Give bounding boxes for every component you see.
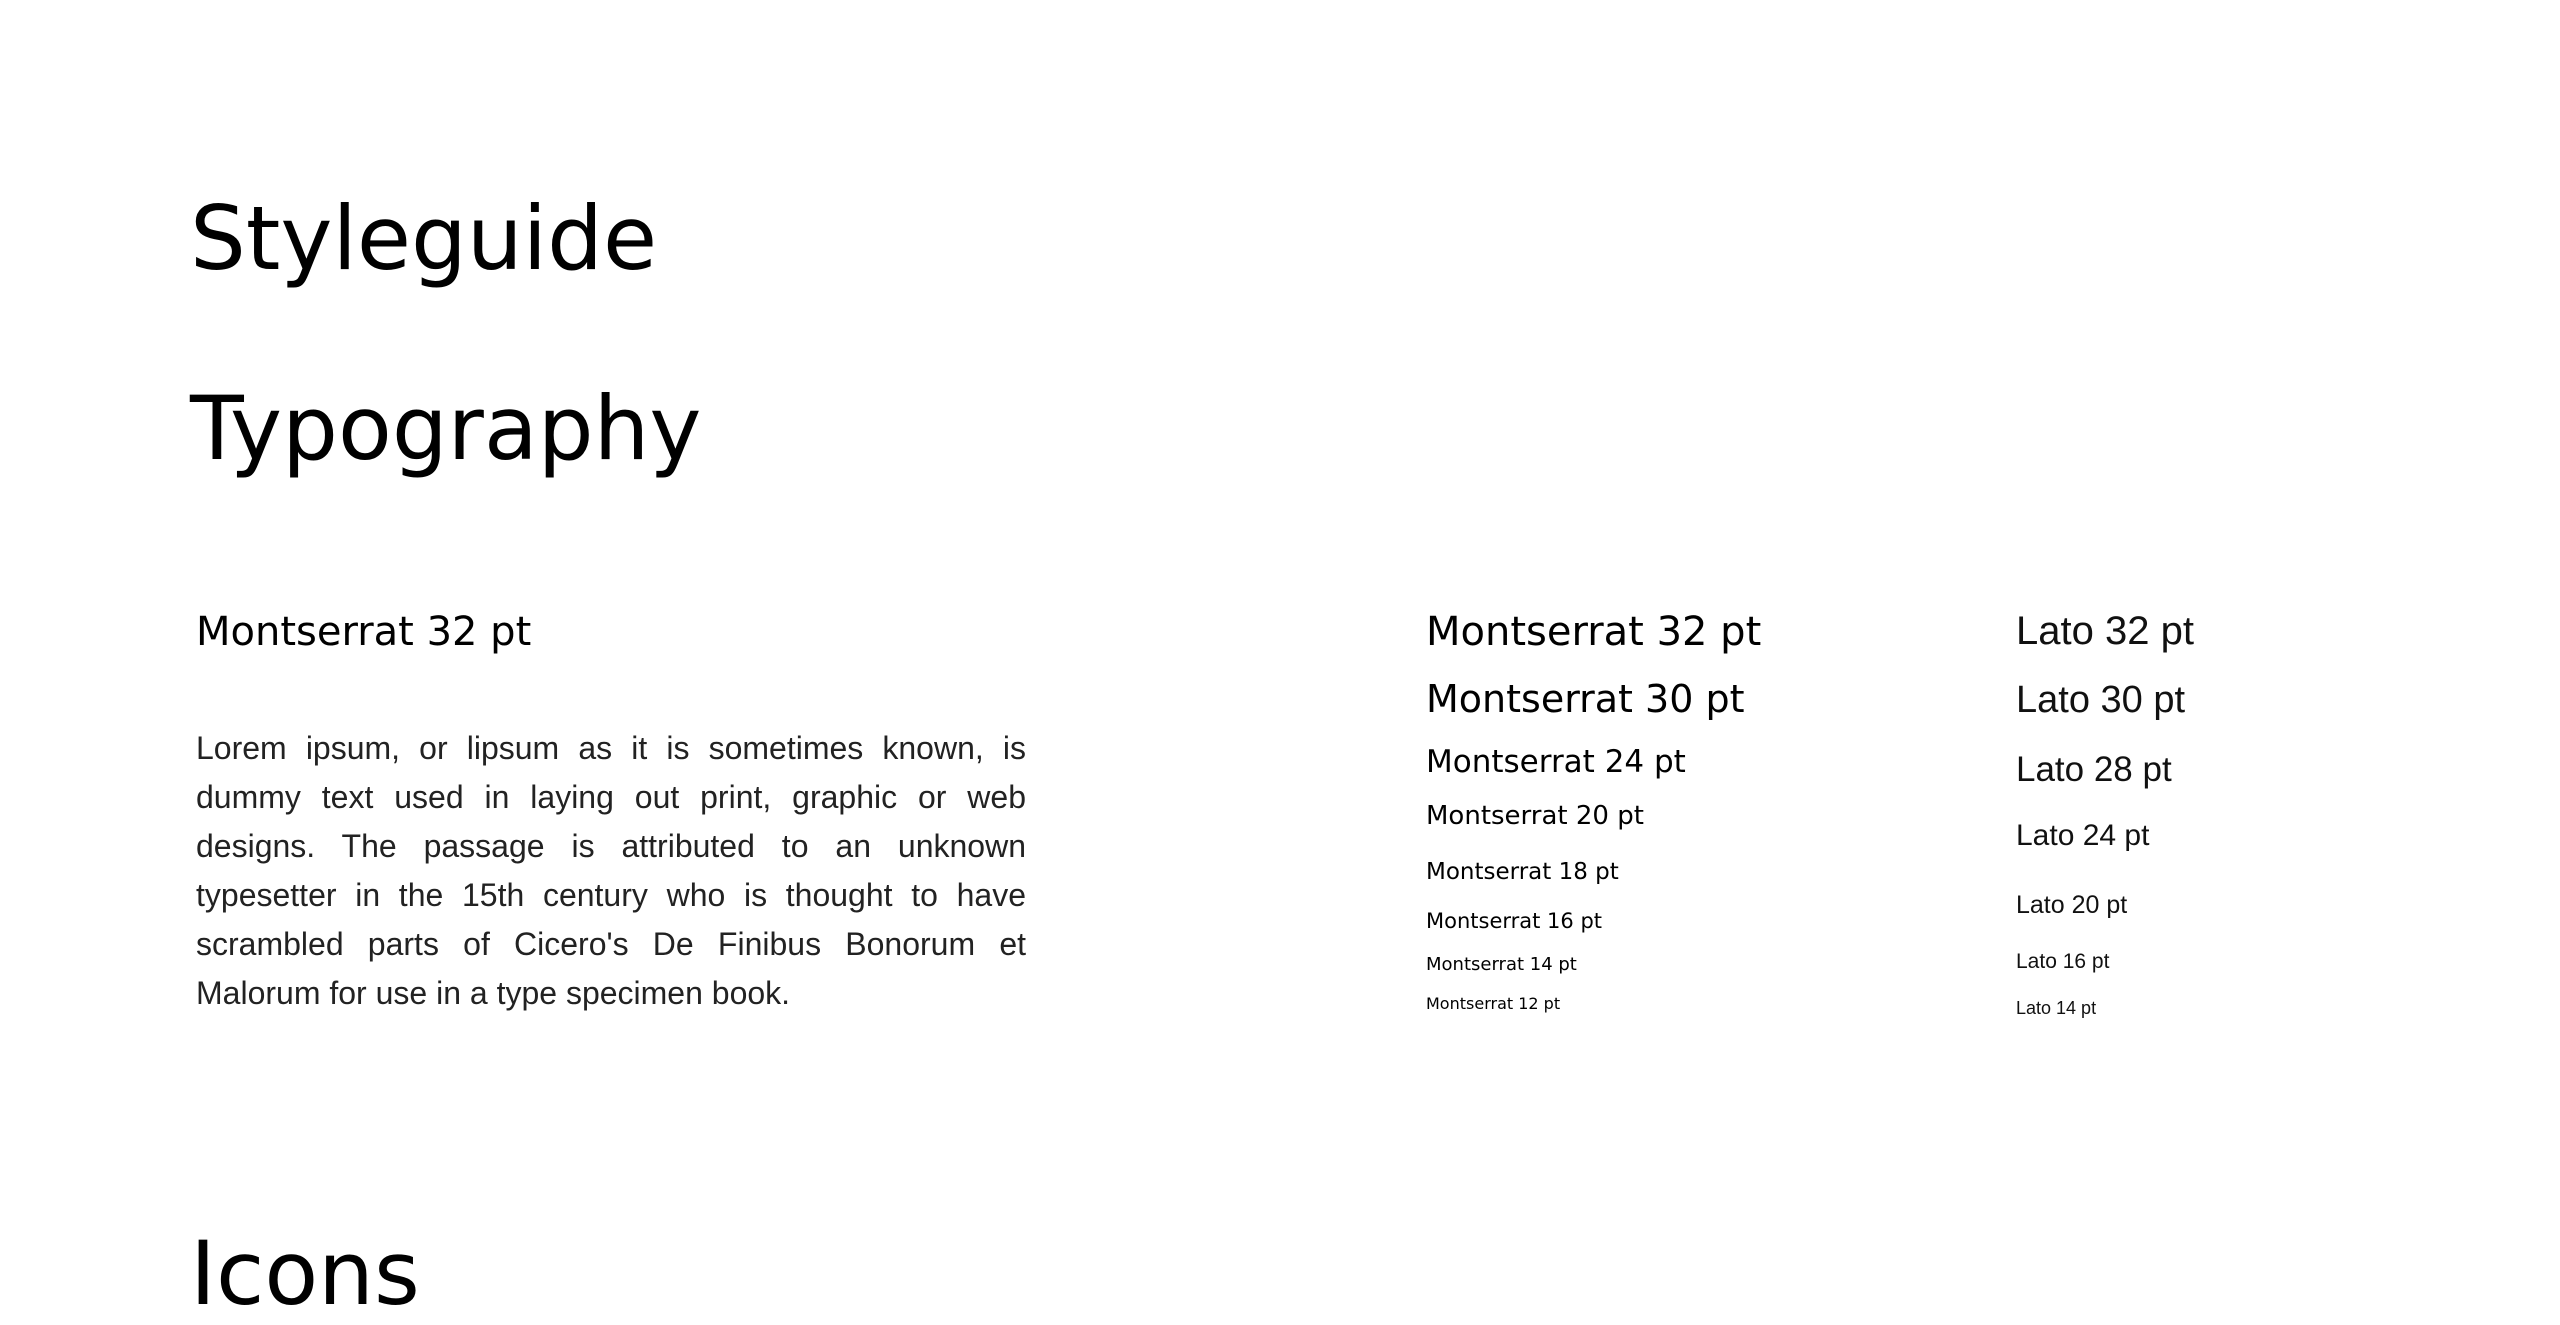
montserrat-sample-12: Montserrat 12 pt — [1426, 994, 1561, 1013]
page-title: Styleguide — [190, 187, 658, 290]
typography-sample-paragraph: Lorem ipsum, or lipsum as it is sometimes known, is dummy text used in laying out print, graphic or web designs. The passage is attributed to an unknown typesetter in the 15th century who is thought to have scrambled parts of Cicero's De Finibus Bonorum et Malorum for use in a type specimen book. — [196, 730, 1026, 1011]
typography-section-title: Typography — [190, 377, 702, 480]
montserrat-sample-20: Montserrat 20 pt — [1426, 801, 1644, 831]
montserrat-sample-18: Montserrat 18 pt — [1426, 859, 1619, 885]
lato-sample-20: Lato 20 pt — [2016, 891, 2128, 919]
lato-sample-30: Lato 30 pt — [2016, 679, 2186, 721]
montserrat-sample-14: Montserrat 14 pt — [1426, 954, 1577, 975]
typography-sample-heading: Montserrat 32 pt — [196, 609, 532, 655]
lato-sample-16: Lato 16 pt — [2016, 950, 2110, 973]
montserrat-sample-30: Montserrat 30 pt — [1426, 677, 1745, 721]
icons-section-title: Icons — [190, 1222, 420, 1325]
lato-sample-24: Lato 24 pt — [2016, 819, 2150, 852]
lato-sample-32: Lato 32 pt — [2016, 609, 2194, 653]
montserrat-sample-32: Montserrat 32 pt — [1426, 609, 1762, 655]
lato-sample-14: Lato 14 pt — [2016, 998, 2097, 1018]
lato-sample-28: Lato 28 pt — [2016, 750, 2172, 789]
montserrat-sample-16: Montserrat 16 pt — [1426, 909, 1603, 933]
montserrat-sample-24: Montserrat 24 pt — [1426, 744, 1686, 780]
